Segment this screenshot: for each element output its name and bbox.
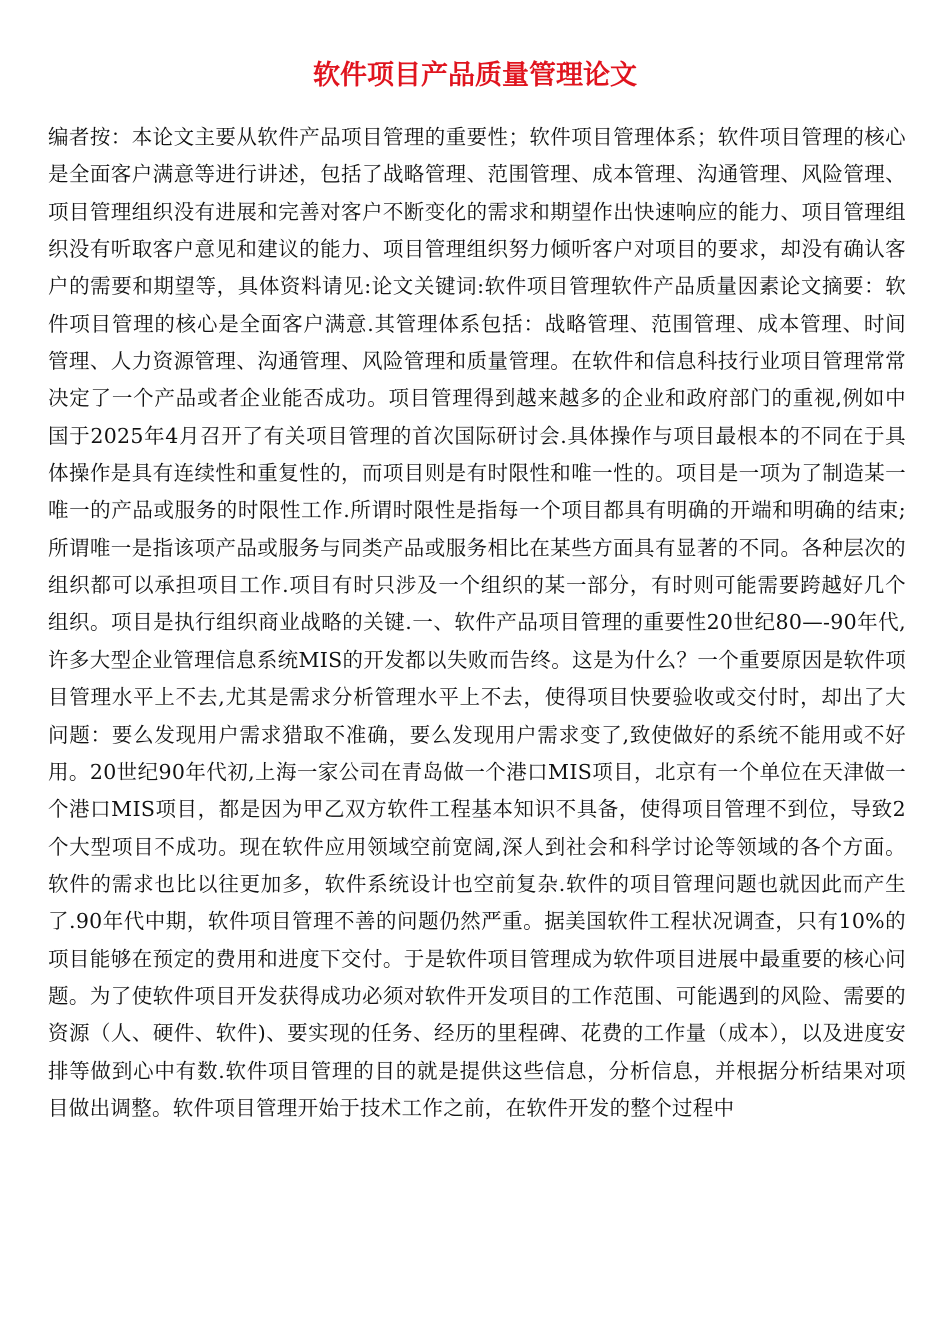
document-body-text: 编者按：本论文主要从软件产品项目管理的重要性；软件项目管理体系；软件项目管理的核心是全面客户满意等进行讲述，包括了战略管理、范围管理、成本管理、沟通管理、风险管理、项目管理组织没有进展和完善对客户不断变化的需求和期望作出快速响应的能力、项目管理组织没有听取客户意见和建议的能力、项目管理组织努力倾听客户对项目的要求，却没有确认客户的需要和期望等，具体资料请见:论文关键词:软件项目管理软件产品质量因素论文摘要：软件项目管理的核心是全面客户满意.其管理体系包括：战略管理、范围管理、成本管理、时间管理、人力资源管理、沟通管理、风险管理和质量管理。在软件和信息科技行业项目管理常常决定了一个产品或者企业能否成功。项目管理得到越来越多的企业和政府部门的重视,例如中国于2025年4月召开了有关项目管理的首次国际研讨会.具体操作与项目最根本的不同在于具体操作是具有连续性和重复性的，而项目则是有时限性和唯一性的。项目是一项为了制造某一唯一的产品或服务的时限性工作.所谓时限性是指每一个项目都具有明确的开端和明确的结束;所谓唯一是指该项产品或服务与同类产品或服务相比在某些方面具有显著的不同。各种层次的组织都可以承担项目工作.项目有时只涉及一个组织的某一部分，有时则可能需要跨越好几个组织。项目是执行组织商业战略的关键.一、软件产品项目管理的重要性20世纪80—-90年代,许多大型企业管理信息系统MIS的开发都以失败而告终。这是为什么？一个重要原因是软件项目管理水平上不去,尤其是需求分析管理水平上不去，使得项目快要验收或交付时，却出了大问题：要么发现用户需求猎取不准确，要么发现用户需求变了,致使做好的系统不能用或不好用。20世纪90年代初,上海一家公司在青岛做一个港口MIS项目，北京有一个单位在天津做一个港口MIS项目，都是因为甲乙双方软件工程基本知识不具备，使得项目管理不到位，导致2个大型项目不成功。现在软件应用领域空前宽阔,深人到社会和科学讨论等领域的各个方面。软件的需求也比以往更加多，软件系统设计也空前复杂.软件的项目管理问题也就因此而产生了.90年代中期，软件项目管理不善的问题仍然严重。据美国软件工程状况调查，只有10%的项目能够在预定的费用和进度下交付。于是软件项目管理成为软件项目进展中最重要的核心问题。为了使软件项目开发获得成功必须对软件开发项目的工作范围、可能遇到的风险、需要的资源（人、硬件、软件)、要实现的任务、经历的里程碑、花费的工作量（成本），以及进度安排等做到心中有数.软件项目管理的目的就是提供这些信息，分析信息，并根据分析结果对项目做出调整。软件项目管理开始于技术工作之前，在软件开发的整个过程中 — [48, 125, 906, 1120]
document-title: 软件项目产品质量管理论文 — [313, 60, 637, 91]
